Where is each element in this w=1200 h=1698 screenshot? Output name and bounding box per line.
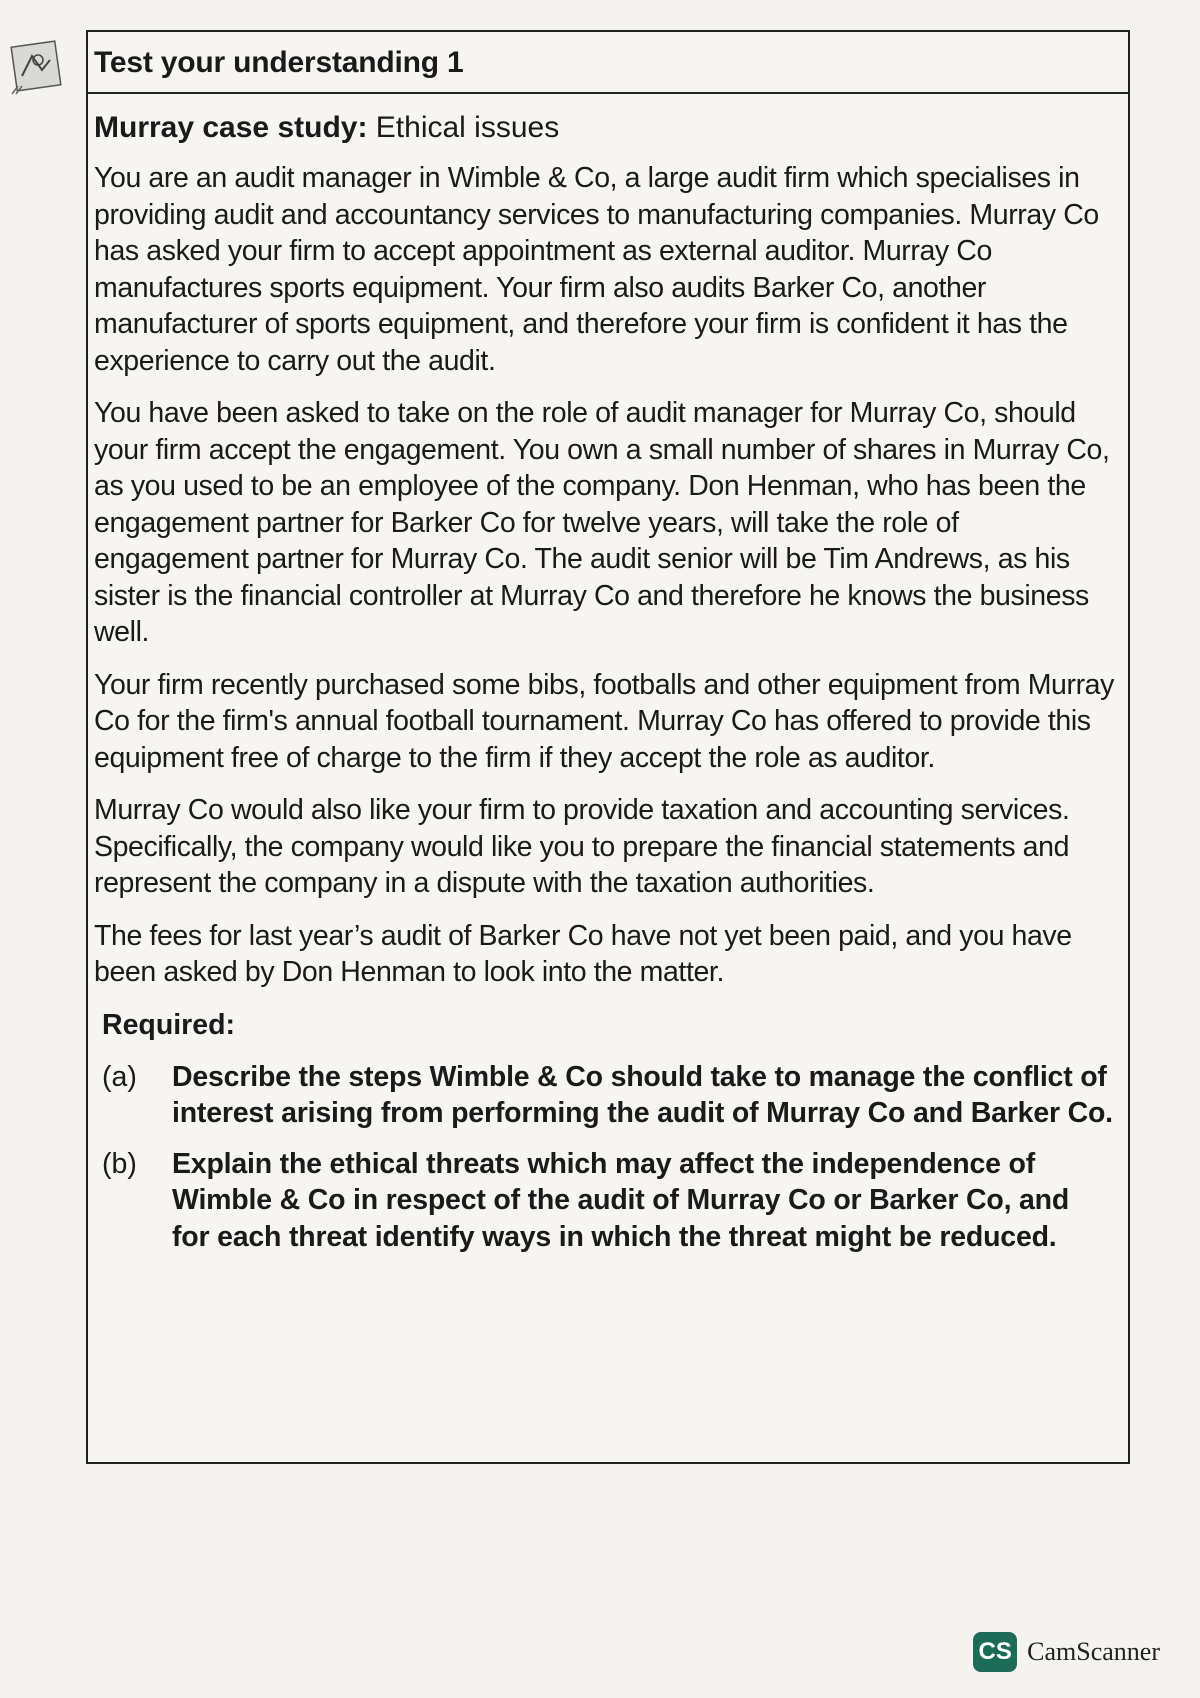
question-a [102, 1059, 1114, 1132]
question-b [102, 1146, 1114, 1256]
paragraph-5: The fees for last year’s audit of Barker Co have not yet been paid, and you have been asked by Don Henman to look into the matter. [94, 919, 1072, 988]
required-heading: Required: [102, 1008, 236, 1041]
case-study-title-bold: Murray case study: [94, 111, 368, 144]
case-study-title-rest: Ethical issues [367, 111, 560, 144]
question-label: (b) [102, 1147, 137, 1180]
camscanner-text: CamScanner [1027, 1637, 1160, 1666]
paragraph-4: Murray Co would also like your firm to provide taxation and accounting services. Specifically, the company would like you to prepare the financial statements and represent the company in a dispute with the taxation authorities. [94, 794, 1070, 899]
camscanner-logo-icon: CS [973, 1632, 1017, 1672]
exam-tip-icon [8, 40, 64, 96]
paragraph-1: You are an audit manager in Wimble & Co, a large audit firm which specialises in providing audit and accountancy services to manufacturing companies. Murray Co has asked your firm to accept appointment as external auditor. Murray Co manufactures sports equipment. Your firm also audits Barker Co, another manufacturer of sports equipment, and therefore your firm is confident it has the experience to carry out the audit. [94, 162, 1099, 377]
box-header [88, 32, 1128, 94]
box-title: Test your understanding 1 [94, 46, 464, 79]
paragraph-3: Your firm recently purchased some bibs, footballs and other equipment from Murray Co for the firm's annual football tournament. Murray Co has offered to provide this equipment free of charge to the firm if they accept the role as auditor. [94, 668, 1114, 774]
question-label: (a) [102, 1060, 137, 1093]
case-study-title [94, 108, 1114, 148]
question-text: Describe the steps Wimble & Co should take to manage the conflict of interest arising from performing the audit of Murray Co and Barker Co. [172, 1060, 1113, 1129]
paragraph-2: You have been asked to take on the role of audit manager for Murray Co, should your firm accept the engagement. You own a small number of shares in Murray Co, as you used to be an employee of the company. Don Henman, who has been the engagement partner for Barker Co for twelve years, will take the role of engagement partner for Murray Co. The audit senior will be Tim Andrews, as his sister is the financial controller at Murray Co and therefore he knows the business well. [94, 397, 1110, 648]
test-your-understanding-box [86, 30, 1130, 1464]
question-text: Explain the ethical threats which may affect the independence of Wimble & Co in respect of the audit of Murray Co or Barker Co, and for each threat identify ways in which the threat might be reduced. [172, 1147, 1070, 1253]
box-body [88, 94, 1128, 1255]
camscanner-watermark [973, 1632, 1160, 1672]
